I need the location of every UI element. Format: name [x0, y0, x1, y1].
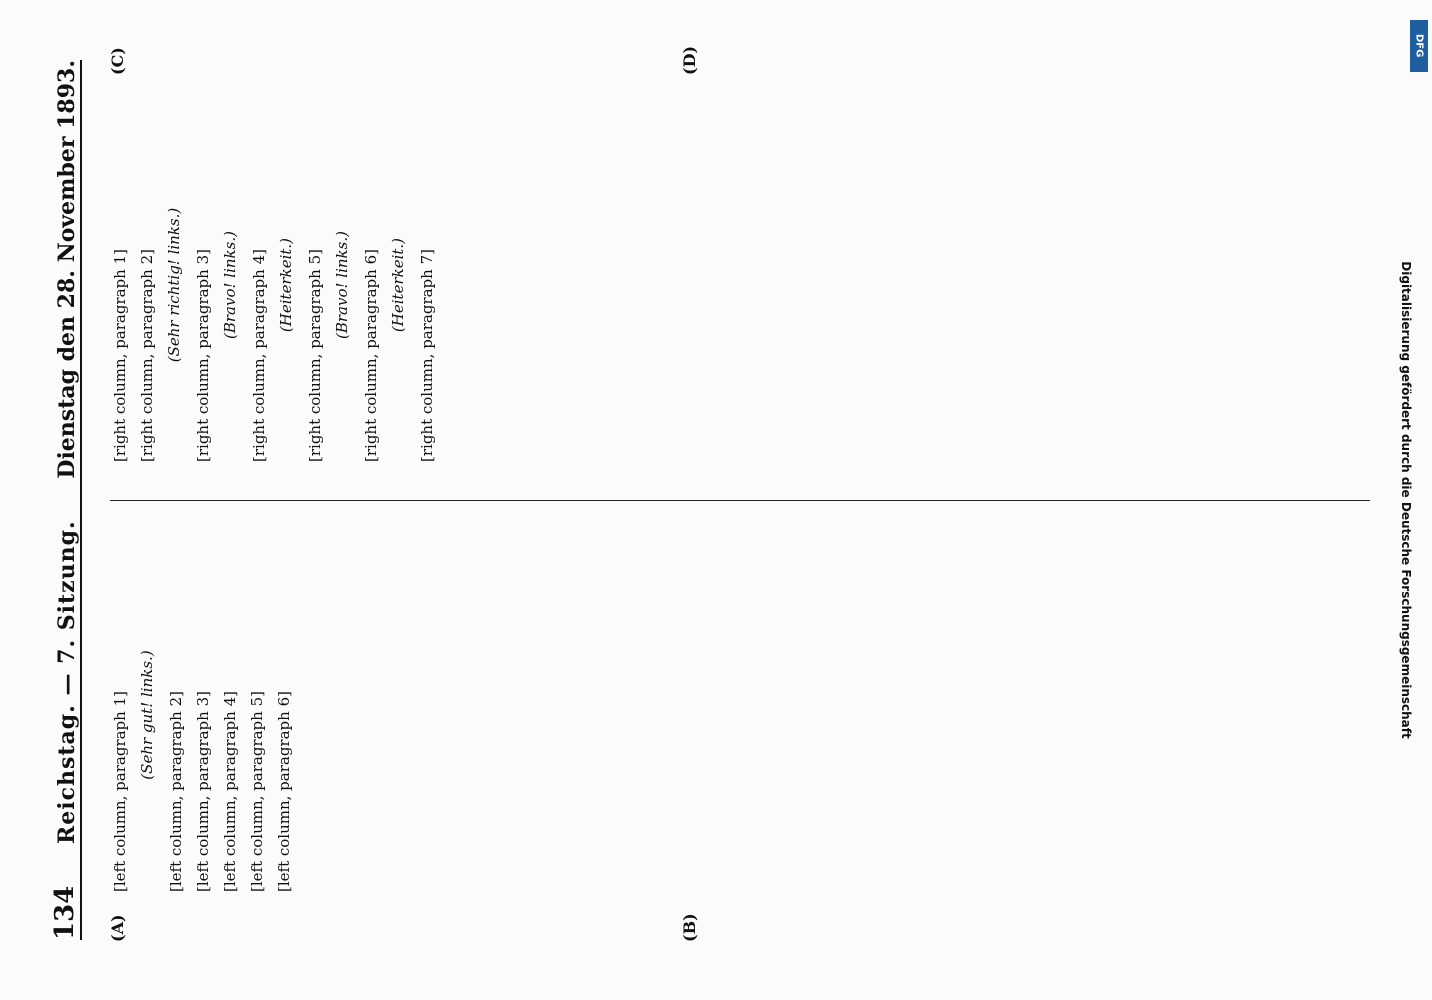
margin-marker-a: (A): [108, 914, 127, 942]
left-paragraph: [left column, paragraph 6]: [275, 691, 293, 892]
column-divider: [110, 500, 1370, 501]
right-paragraph: [right column, paragraph 2]: [138, 249, 156, 462]
right-paragraph: [right column, paragraph 4]: [250, 249, 268, 462]
right-remark: (Heiterkeit.): [277, 237, 295, 333]
right-remark: (Heiterkeit.): [389, 237, 407, 333]
left-paragraph: [left column, paragraph 2]: [167, 691, 185, 892]
dfg-logo: DFG: [1410, 20, 1428, 72]
session-title: Reichstag. — 7. Sitzung.: [54, 520, 80, 845]
left-remark: (Sehr gut! links.): [138, 650, 156, 780]
right-text-column: [110, 90, 1370, 480]
session-date: Dienstag den 28. November 1893.: [54, 60, 80, 479]
page-number: 134: [50, 885, 80, 940]
right-remark: (Bravo! links.): [333, 231, 351, 339]
digitization-credit-strip: [1395, 0, 1432, 1000]
right-paragraph: [right column, paragraph 3]: [194, 249, 212, 462]
right-paragraph: [right column, paragraph 7]: [418, 249, 436, 462]
left-paragraph: [left column, paragraph 3]: [194, 691, 212, 892]
right-remark: (Sehr richtig! links.): [165, 207, 183, 363]
left-paragraph: [left column, paragraph 4]: [221, 691, 239, 892]
right-remark: (Bravo! links.): [221, 231, 239, 339]
left-paragraph: [left column, paragraph 1]: [111, 691, 129, 892]
margin-marker-b: (B): [680, 913, 699, 942]
right-paragraph: [right column, paragraph 5]: [306, 249, 324, 462]
right-paragraph: [right column, paragraph 6]: [362, 249, 380, 462]
right-paragraph: [right column, paragraph 1]: [111, 249, 129, 462]
left-paragraph: [left column, paragraph 5]: [248, 691, 266, 892]
margin-marker-c: (C): [108, 47, 127, 75]
margin-marker-d: (D): [680, 45, 699, 75]
page-header: [36, 60, 82, 940]
left-text-column: [110, 520, 1370, 910]
digitization-credit: Digitalisierung gefördert durch die Deutsche Forschungsgemeinschaft: [1399, 261, 1413, 739]
